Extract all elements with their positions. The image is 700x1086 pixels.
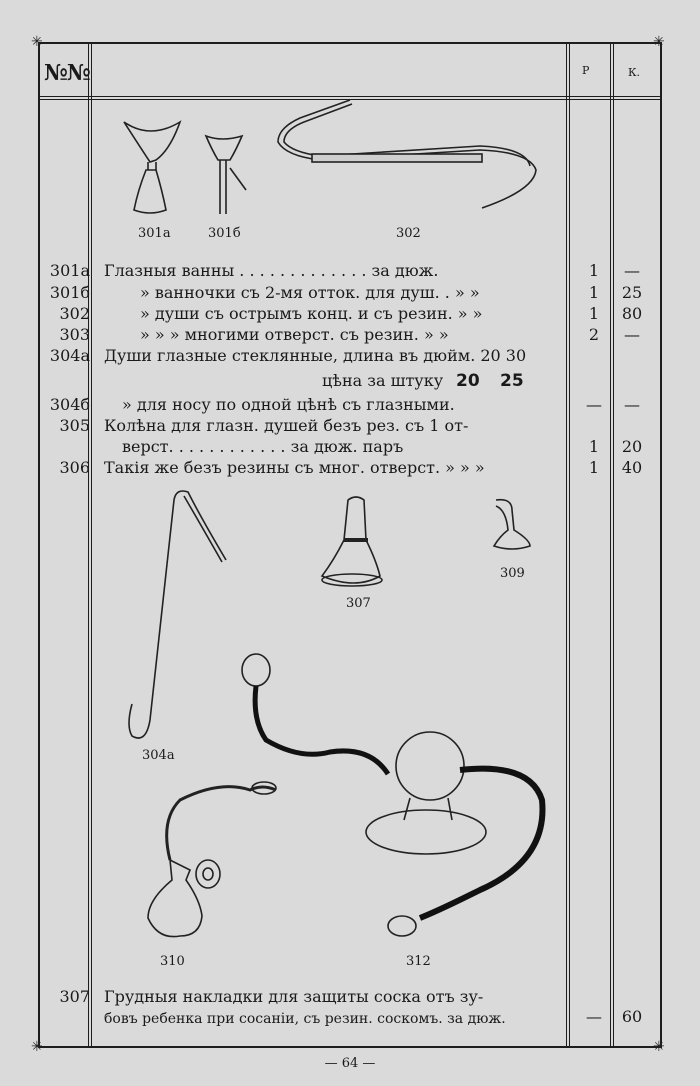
- corner-ornament-tl: ✳: [31, 34, 43, 50]
- page-number: — 64 —: [324, 1056, 376, 1071]
- caption-304a: 304а: [142, 748, 175, 763]
- header-kopecks-column: К.: [628, 66, 641, 79]
- item-description: » для носу по одной цѣнѣ съ глазными.: [122, 395, 455, 414]
- item-description: Такія же безъ резины съ мног. отверст. » » »: [104, 458, 485, 477]
- caption-310: 310: [160, 954, 185, 969]
- header-number-column: №№: [44, 60, 90, 86]
- item-description: » души съ острымъ конц. и съ резин. » »: [140, 304, 483, 323]
- price-rubles: 2: [588, 325, 600, 344]
- caption-307: 307: [346, 596, 371, 611]
- item-number: 305: [59, 416, 90, 435]
- item-number: 307: [59, 987, 90, 1006]
- caption-312: 312: [406, 954, 431, 969]
- corner-ornament-tr: ✳: [653, 34, 665, 50]
- price-kopecks: —: [624, 395, 640, 414]
- price-rubles: —: [586, 1007, 602, 1026]
- item-number: 301б: [49, 283, 90, 302]
- tube-309-drawing: [494, 500, 530, 549]
- item-number: 301а: [49, 261, 90, 280]
- glass-douche-304a-drawing: [129, 491, 226, 738]
- nipple-shield-307-drawing: [322, 497, 382, 586]
- price-rubles: 1: [588, 437, 600, 456]
- douche-302-drawing: [278, 100, 536, 208]
- price-per-piece-25: 25: [500, 371, 524, 391]
- item-description: » ванночки съ 2-мя отток. для душ. . » »: [140, 283, 480, 302]
- price-rubles: —: [586, 395, 602, 414]
- caption-301b: 301б: [208, 226, 241, 241]
- price-rubles: 1: [588, 283, 600, 302]
- price-kopecks: 60: [621, 1007, 643, 1026]
- caption-309: 309: [500, 566, 525, 581]
- item-number: 306: [59, 458, 90, 477]
- price-per-piece-20: 20: [456, 371, 480, 391]
- item-description: Грудныя накладки для защиты соска отъ зу-: [104, 987, 484, 1006]
- price-kopecks: 40: [621, 458, 643, 477]
- item-number: 302: [59, 304, 90, 323]
- eye-bath-301a-drawing: [124, 122, 180, 213]
- price-rubles: 1: [588, 458, 600, 477]
- price-kopecks: 80: [621, 304, 643, 323]
- item-number: 304б: [49, 395, 90, 414]
- corner-ornament-bl: ✳: [31, 1039, 43, 1055]
- item-description: Колѣна для глазн. душей безъ рез. съ 1 от-: [104, 416, 469, 435]
- breast-pump-310-drawing: [148, 782, 276, 937]
- caption-301a: 301а: [138, 226, 171, 241]
- price-kopecks: —: [624, 261, 640, 280]
- item-number: 304а: [49, 346, 90, 365]
- item-description: бовъ ребенка при сосаніи, съ резин. соскомъ. за дюж.: [104, 1011, 506, 1027]
- price-kopecks: 20: [621, 437, 643, 456]
- item-description: верст. . . . . . . . . . . . за дюж. паръ: [122, 437, 404, 456]
- item-number: 303: [59, 325, 90, 344]
- item-description: » » » многими отверст. съ резин. » »: [140, 325, 449, 344]
- price-kopecks: —: [624, 325, 640, 344]
- caption-302: 302: [396, 226, 421, 241]
- corner-ornament-br: ✳: [653, 1039, 665, 1055]
- price-per-piece-label: цѣна за штуку: [322, 371, 444, 390]
- header-rubles-column: Р: [582, 64, 590, 77]
- breast-pump-312-drawing: [242, 654, 542, 936]
- price-rubles: 1: [588, 261, 600, 280]
- item-description: Души глазные стеклянные, длина въ дюйм. 20 30: [104, 346, 527, 365]
- eye-bath-301b-drawing: [206, 136, 246, 214]
- price-kopecks: 25: [621, 283, 643, 302]
- item-description: Глазныя ванны . . . . . . . . . . . . . за дюж.: [104, 261, 439, 280]
- price-rubles: 1: [588, 304, 600, 323]
